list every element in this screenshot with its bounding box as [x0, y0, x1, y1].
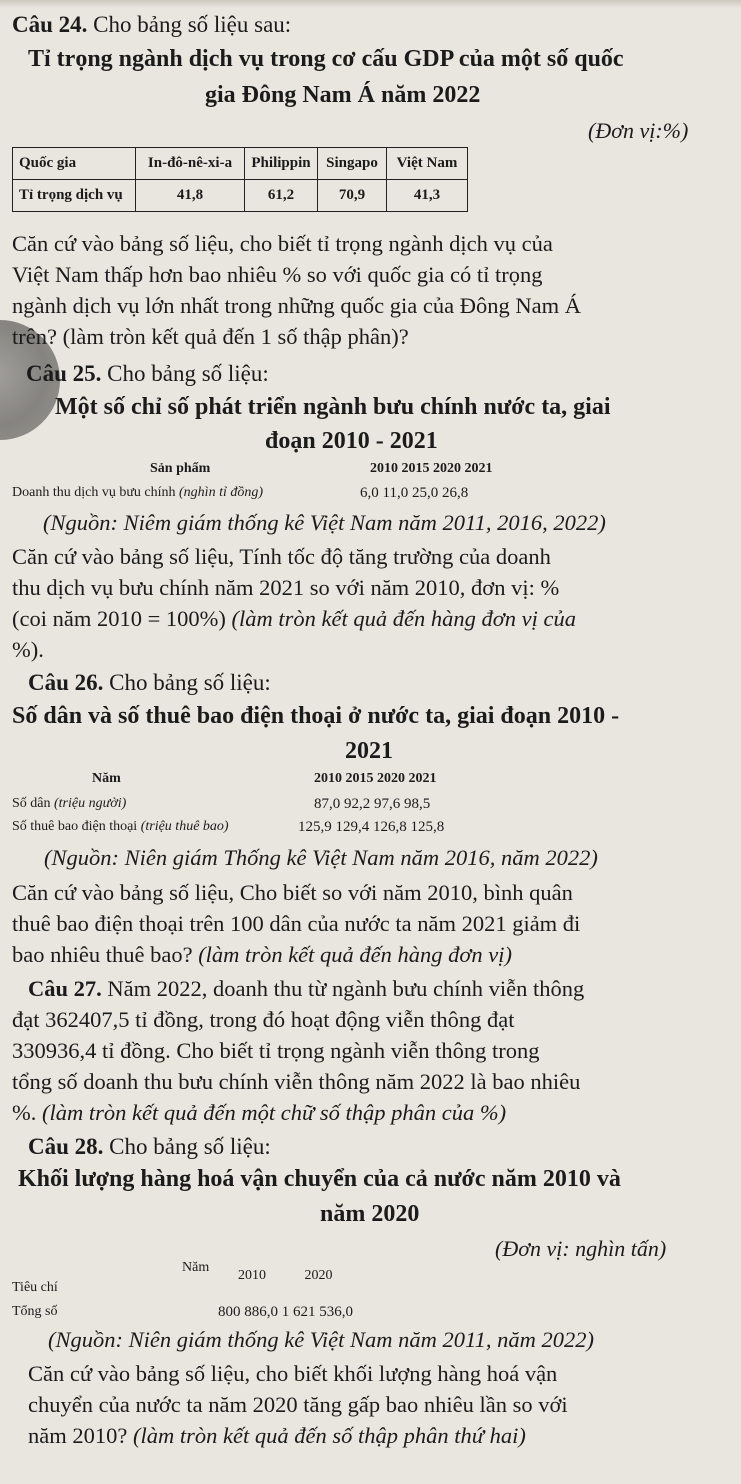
q24-td-vietnam: 41,3 — [387, 180, 468, 212]
q27-line — [12, 973, 737, 1004]
q25-question-line: Căn cứ vào bảng số liệu, Tính tốc độ tăng trường của doanh — [12, 544, 551, 569]
q24-th-indonesia: In-đô-nê-xi-a — [136, 148, 245, 180]
q27-line: tổng số doanh thu bưu chính viễn thông năm 2022 là bao nhiêu — [12, 1069, 581, 1094]
q24-question-line: ngành dịch vụ lớn nhất trong những quốc gia của Đông Nam Á — [12, 293, 581, 318]
q25-label: Câu 25. — [26, 361, 102, 386]
q26-title-line2: 2021 — [345, 738, 393, 764]
q26-question-line: thuê bao điện thoại trên 100 dân của nước ta năm 2021 giảm đi — [12, 911, 581, 936]
q28-unit: (Đơn vị: nghìn tấn) — [495, 1236, 667, 1261]
page-top-edge — [0, 0, 741, 8]
q26-question-text: bao nhiêu thuê bao? — [12, 942, 199, 967]
q24-title-line1: Tỉ trọng ngành dịch vụ trong cơ cấu GDP của một số quốc — [28, 46, 624, 72]
q27-line: đạt 362407,5 tỉ đồng, trong đó hoạt động viễn thông đạt — [12, 1007, 515, 1032]
q26-row1 — [12, 796, 126, 812]
q28-question-text: năm 2010? — [28, 1423, 133, 1448]
q25-question-line: %). — [12, 637, 44, 662]
q27-line: 330936,4 tỉ đồng. Cho biết tỉ trọng ngành viễn thông trong — [12, 1038, 540, 1063]
q25-question-line — [12, 603, 737, 634]
q28-heading — [28, 1134, 271, 1160]
q26-row1-unit: (triệu người) — [54, 796, 127, 811]
q26-question-line — [12, 939, 737, 970]
q26-row2 — [12, 819, 229, 835]
q25-row-values: 6,0 11,0 25,0 26,8 — [360, 485, 469, 501]
q27-label: Câu 27. — [28, 976, 102, 1001]
q28-row-values: 800 886,0 1 621 536,0 — [218, 1304, 353, 1320]
q24-th-vietnam: Việt Nam — [387, 148, 468, 180]
q26-row1-label: Số dân — [12, 796, 54, 811]
q28-question — [28, 1358, 737, 1451]
q27-question — [12, 973, 737, 1128]
q24-unit: (Đơn vị:%) — [588, 118, 689, 143]
q24-title-line2: gia Đông Nam Á năm 2022 — [205, 82, 481, 108]
q28-intro: Cho bảng số liệu: — [103, 1134, 271, 1159]
q24-td-indonesia: 41,8 — [136, 180, 245, 212]
q24-question-line: trên? (làm tròn kết quả đến 1 số thập phân)? — [12, 324, 409, 349]
q27-text: %. — [12, 1100, 42, 1125]
q24-table-header-row — [13, 148, 468, 180]
q26-row1-values: 87,0 92,2 97,6 98,5 — [314, 796, 431, 812]
q26-header-years: 2010 2015 2020 2021 — [314, 771, 437, 786]
q25-title-line2: đoạn 2010 - 2021 — [265, 428, 438, 454]
q27-note: (làm tròn kết quả đến một chữ số thập phân của %) — [42, 1100, 507, 1125]
q25-source: (Nguồn: Niêm giám thống kê Việt Nam năm 2011, 2016, 2022) — [43, 510, 606, 535]
q25-row — [12, 485, 263, 501]
q28-title-line2: năm 2020 — [320, 1201, 420, 1227]
q26-header-label: Năm — [92, 771, 121, 786]
q26-label: Câu 26. — [28, 670, 104, 695]
q25-intro: Cho bảng số liệu: — [101, 361, 269, 386]
q28-source: (Nguồn: Niên giám thống kê Việt Nam năm 2011, năm 2022) — [48, 1327, 594, 1352]
q28-header-years: 2010 2020 — [238, 1268, 333, 1283]
q28-title-line1: Khối lượng hàng hoá vận chuyển của cả nước năm 2010 và — [18, 1166, 621, 1192]
q24-heading — [12, 12, 291, 38]
q25-header-years: 2010 2015 2020 2021 — [370, 461, 493, 476]
q24-td-philippin: 61,2 — [245, 180, 318, 212]
q26-row2-unit: (triệu thuê bao) — [140, 819, 229, 834]
q24-td-singapo: 70,9 — [318, 180, 387, 212]
q24-question-line: Việt Nam thấp hơn bao nhiêu % so với quốc gia có tỉ trọng — [12, 262, 543, 287]
q24-question — [12, 228, 732, 352]
q28-question-note: (làm tròn kết quả đến số thập phân thứ hai) — [132, 1423, 526, 1448]
q26-intro: Cho bảng số liệu: — [103, 670, 271, 695]
q24-th-country: Quốc gia — [13, 148, 136, 180]
q25-question-line: thu dịch vụ bưu chính năm 2021 so với năm 2010, đơn vị: % — [12, 575, 560, 600]
q24-th-singapo: Singapo — [318, 148, 387, 180]
q27-line — [12, 1097, 737, 1128]
q28-header-nam: Năm — [182, 1260, 210, 1275]
q26-title-line1: Số dân và số thuê bao điện thoại ở nước ta, giai đoạn 2010 - — [12, 703, 620, 729]
q25-question — [12, 541, 737, 665]
q24-intro: Cho bảng số liệu sau: — [87, 12, 292, 37]
q24-th-philippin: Philippin — [245, 148, 318, 180]
q25-title-line1: Một số chỉ số phát triển ngành bưu chính nước ta, giai — [55, 394, 611, 420]
q25-row-unit: (nghìn tỉ đồng) — [179, 485, 264, 500]
q26-row2-values: 125,9 129,4 126,8 125,8 — [298, 819, 445, 835]
q24-label: Câu 24. — [12, 12, 88, 37]
q27-text: Năm 2022, doanh thu từ ngành bưu chính viễn thông — [101, 976, 585, 1001]
q26-question-note: (làm tròn kết quả đến hàng đơn vị) — [198, 942, 513, 967]
q25-header-label: Sản phẩm — [150, 461, 211, 476]
q28-question-line: Căn cứ vào bảng số liệu, cho biết khối lượng hàng hoá vận — [28, 1361, 558, 1386]
q24-table-data-row — [13, 180, 468, 212]
q28-header-chi-tieu: Tiêu chí — [12, 1280, 58, 1295]
q26-question — [12, 877, 737, 970]
q24-question-line: Căn cứ vào bảng số liệu, cho biết tỉ trọng ngành dịch vụ của — [12, 231, 553, 256]
q24-table — [12, 147, 468, 212]
q25-question-note: (làm tròn kết quả đến hàng đơn vị của — [225, 606, 576, 631]
q28-row-label: Tổng số — [12, 1304, 58, 1319]
q24-td-label: Tỉ trọng dịch vụ — [13, 180, 136, 212]
q25-heading — [26, 361, 269, 387]
q26-source: (Nguồn: Niên giám Thống kê Việt Nam năm 2016, năm 2022) — [44, 845, 598, 870]
q26-heading — [28, 670, 271, 696]
q28-question-line: chuyển của nước ta năm 2020 tăng gấp bao nhiêu lần so với — [28, 1392, 568, 1417]
q25-row-label: Doanh thu dịch vụ bưu chính — [12, 485, 180, 500]
q26-row2-label: Số thuê bao điện thoại — [12, 819, 141, 834]
q26-question-line: Căn cứ vào bảng số liệu, Cho biết so với năm 2010, bình quân — [12, 880, 573, 905]
q28-question-line — [28, 1420, 737, 1451]
q28-label: Câu 28. — [28, 1134, 104, 1159]
q25-question-formula: (coi năm 2010 = 100%) — [12, 606, 226, 631]
